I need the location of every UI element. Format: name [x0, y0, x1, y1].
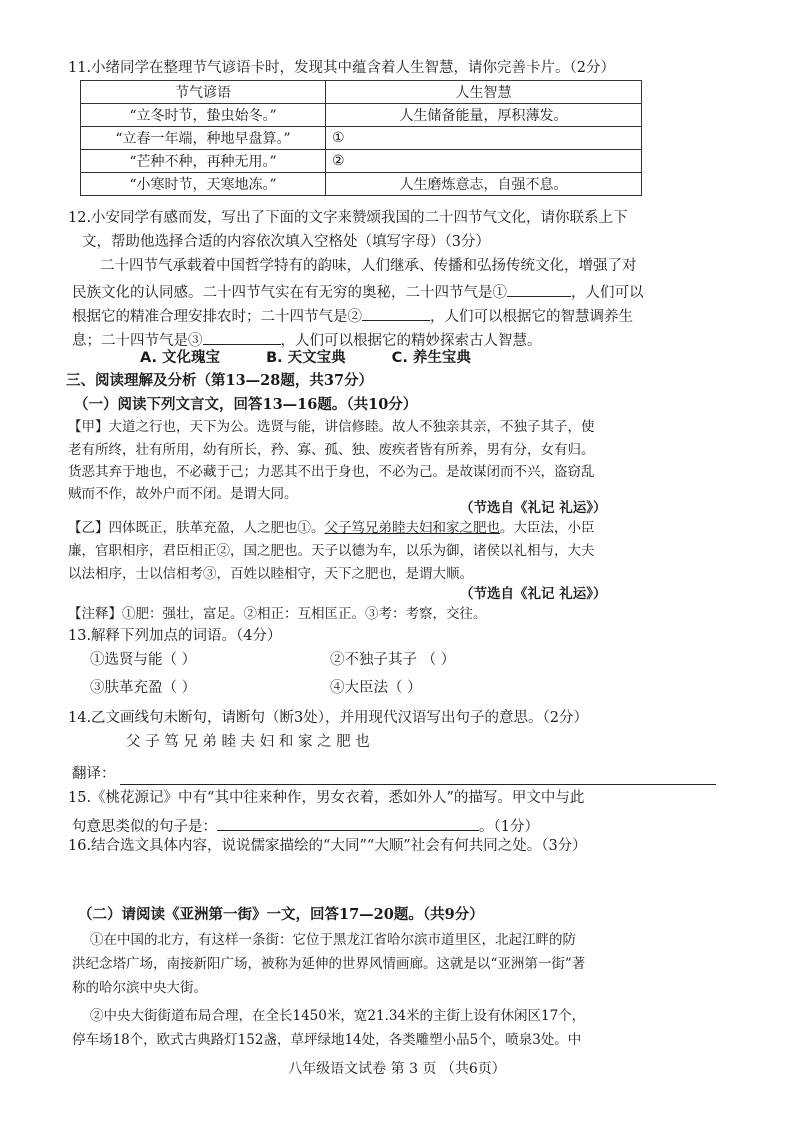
passage-text: 。大臣法，小臣: [500, 520, 595, 536]
q13-item-3[interactable]: ③肤革充盈（ ）: [90, 680, 197, 696]
blank-1[interactable]: [507, 282, 571, 297]
blank-3[interactable]: [203, 330, 281, 345]
q15-stem-line2: [72, 816, 539, 836]
part2-p1-line2: 洪纪念塔广场，南接新阳广场，被称为延伸的世界风情画廊。这就是以“亚洲第一街”著: [72, 956, 586, 972]
q12-text: 民族文化的认同感。二十四节气实在有无穷的奥秘，二十四节气是①: [72, 285, 507, 301]
header-proverb: 节气谚语: [81, 81, 326, 104]
header-wisdom: 人生智慧: [326, 81, 642, 104]
proverb-cell: “立冬时节，蛰虫始冬。”: [81, 104, 326, 127]
q12-paragraph-line1: 二十四节气承载着中国哲学特有的韵味，人们继承、传播和弘扬传统文化，增强了对: [100, 258, 637, 274]
annotation-note: 【注释】①肥：强壮，富足。②相正：互相匡正。③考：考察，交往。: [68, 606, 487, 622]
q12-text: 息；二十四节气是③: [72, 333, 203, 349]
part2-title: （二）请阅读《亚洲第一街》一文，回答17—20题。（共9分）: [78, 906, 484, 923]
q11-stem: 11.小绪同学在整理节气谚语卡时，发现其中蕴含着人生智慧，请你完善卡片。（2分）: [68, 60, 616, 76]
wisdom-blank-1[interactable]: ①: [326, 127, 642, 150]
q13-item-1[interactable]: ①选贤与能（ ）: [90, 652, 197, 668]
q13-item-2[interactable]: ②不独子其子 （ ）: [330, 652, 456, 668]
table-row: [81, 127, 642, 150]
q13-item-4[interactable]: ④大臣法（ ）: [330, 680, 422, 696]
q13-stem: 13.解释下列加点的词语。（4分）: [68, 628, 282, 644]
table-row: [81, 173, 642, 196]
passage-jia-line3: 货恶其弃于地也，不必藏于己；力恶其不出于身也，不必为己。是故谋闭而不兴，盗窃乱: [68, 464, 595, 480]
wisdom-cell: 人生储备能量，厚积薄发。: [326, 104, 642, 127]
section3-title: 三、阅读理解及分析（第13—28题，共37分）: [66, 372, 374, 389]
passage-jia-line2: 老有所终，壮有所用，幼有所长，矜、寡、孤、独、废疾者皆有所养，男有分，女有归。: [68, 442, 595, 458]
q12-options: [140, 350, 517, 367]
proverb-card-table: [80, 80, 642, 196]
option-b: B. 天文宝典: [266, 350, 346, 366]
passage-jia-line4: 贼而不作，故外户而不闭。是谓大同。: [68, 486, 298, 502]
section3-part1-title: （一）阅读下列文言文，回答13—16题。（共10分）: [74, 396, 418, 413]
q16-stem: 16.结合选文具体内容，说说儒家描绘的“大同”“大顺”社会有何共同之处。（3分）: [68, 838, 587, 854]
passage-yi-source: （节选自《礼记 礼运》）: [460, 586, 607, 602]
q12-paragraph-line4: [72, 330, 542, 350]
passage-jia-line1: 【甲】大道之行也，天下为公。选贤与能，讲信修睦。故人不独亲其亲，不独子其子，使: [68, 419, 595, 435]
q12-paragraph-line3: [72, 306, 633, 326]
part2-p2-line1: ②中央大街街道布局合理，在全长1450米，宽21.34米的主街上设有休闲区17个，: [90, 1008, 586, 1024]
q12-stem-line1: 12.小安同学有感而发，写出了下面的文字来赞颂我国的二十四节气文化，请你联系上下: [68, 210, 628, 226]
q12-text: ，人们可以根据它的精妙探索古人智慧。: [280, 333, 542, 349]
q14-unpunctuated-sentence: 父 子 笃 兄 弟 睦 夫 妇 和 家 之 肥 也: [126, 734, 370, 750]
passage-text: 【乙】四体既正，肤革充盈，人之肥也①。: [68, 520, 325, 536]
passage-jia-source: （节选自《礼记 礼运》）: [460, 500, 607, 516]
option-a: A. 文化瑰宝: [140, 350, 221, 366]
q12-text: 根据它的精准合理安排农时；二十四节气是②: [72, 309, 362, 325]
q15-stem-line1: 15.《桃花源记》中有“其中往来种作，男女衣着，悉如外人”的描写。甲文中与此: [68, 790, 585, 806]
q14-stem: 14.乙文画线句未断句，请断句（断3处），并用现代汉语写出句子的意思。（2分）: [68, 710, 589, 726]
underlined-sentence: 父子笃兄弟睦夫妇和家之肥也: [324, 520, 500, 536]
q15-text: 句意思类似的句子是：: [72, 819, 217, 835]
page-footer: 八年级语文试卷 第 3 页 （共6页）: [288, 1061, 506, 1077]
translation-label: 翻译：: [72, 766, 116, 782]
q15-text: 。（1分）: [479, 819, 539, 835]
proverb-cell: “芒种不种，再种无用。”: [81, 150, 326, 173]
part2-p2-line2: 停车场18个，欧式古典路灯152盏，草坪绿地14处，各类雕塑小品5个，喷泉3处。中: [72, 1032, 582, 1048]
proverb-cell: “立春一年端，种地早盘算。”: [81, 127, 326, 150]
table-row: [81, 104, 642, 127]
translation-answer-line[interactable]: [120, 784, 716, 785]
passage-yi-line2: 廉，官职相序，君臣相正②，国之肥也。天子以德为车，以乐为御，诸侯以礼相与，大夫: [68, 543, 595, 559]
proverb-cell: “小寒时节，天寒地冻。”: [81, 173, 326, 196]
blank-2[interactable]: [362, 306, 430, 321]
q15-answer-blank[interactable]: [217, 816, 479, 831]
q12-stem-line2: 文，帮助他选择合适的内容依次填入空格处（填写字母）（3分）: [82, 234, 490, 250]
passage-yi-line1: [68, 520, 595, 536]
q12-paragraph-line2: [72, 282, 644, 302]
wisdom-cell: 人生磨炼意志，自强不息。: [326, 173, 642, 196]
part2-p1-line1: ①在中国的北方，有这样一条街：它位于黑龙江省哈尔滨市道里区，北起江畔的防: [90, 932, 576, 948]
q12-text: ，人们可以根据它的智慧调养生: [430, 309, 633, 325]
q12-text: ，人们可以: [571, 285, 644, 301]
wisdom-blank-2[interactable]: ②: [326, 150, 642, 173]
option-c: C. 养生宝典: [391, 350, 471, 366]
part2-p1-line3: 称的哈尔滨中央大街。: [72, 980, 207, 996]
table-header-row: [81, 81, 642, 104]
table-row: [81, 150, 642, 173]
passage-yi-line3: 以法相序，士以信相考③，百姓以睦相守，天下之肥也，是谓大顺。: [68, 566, 473, 582]
